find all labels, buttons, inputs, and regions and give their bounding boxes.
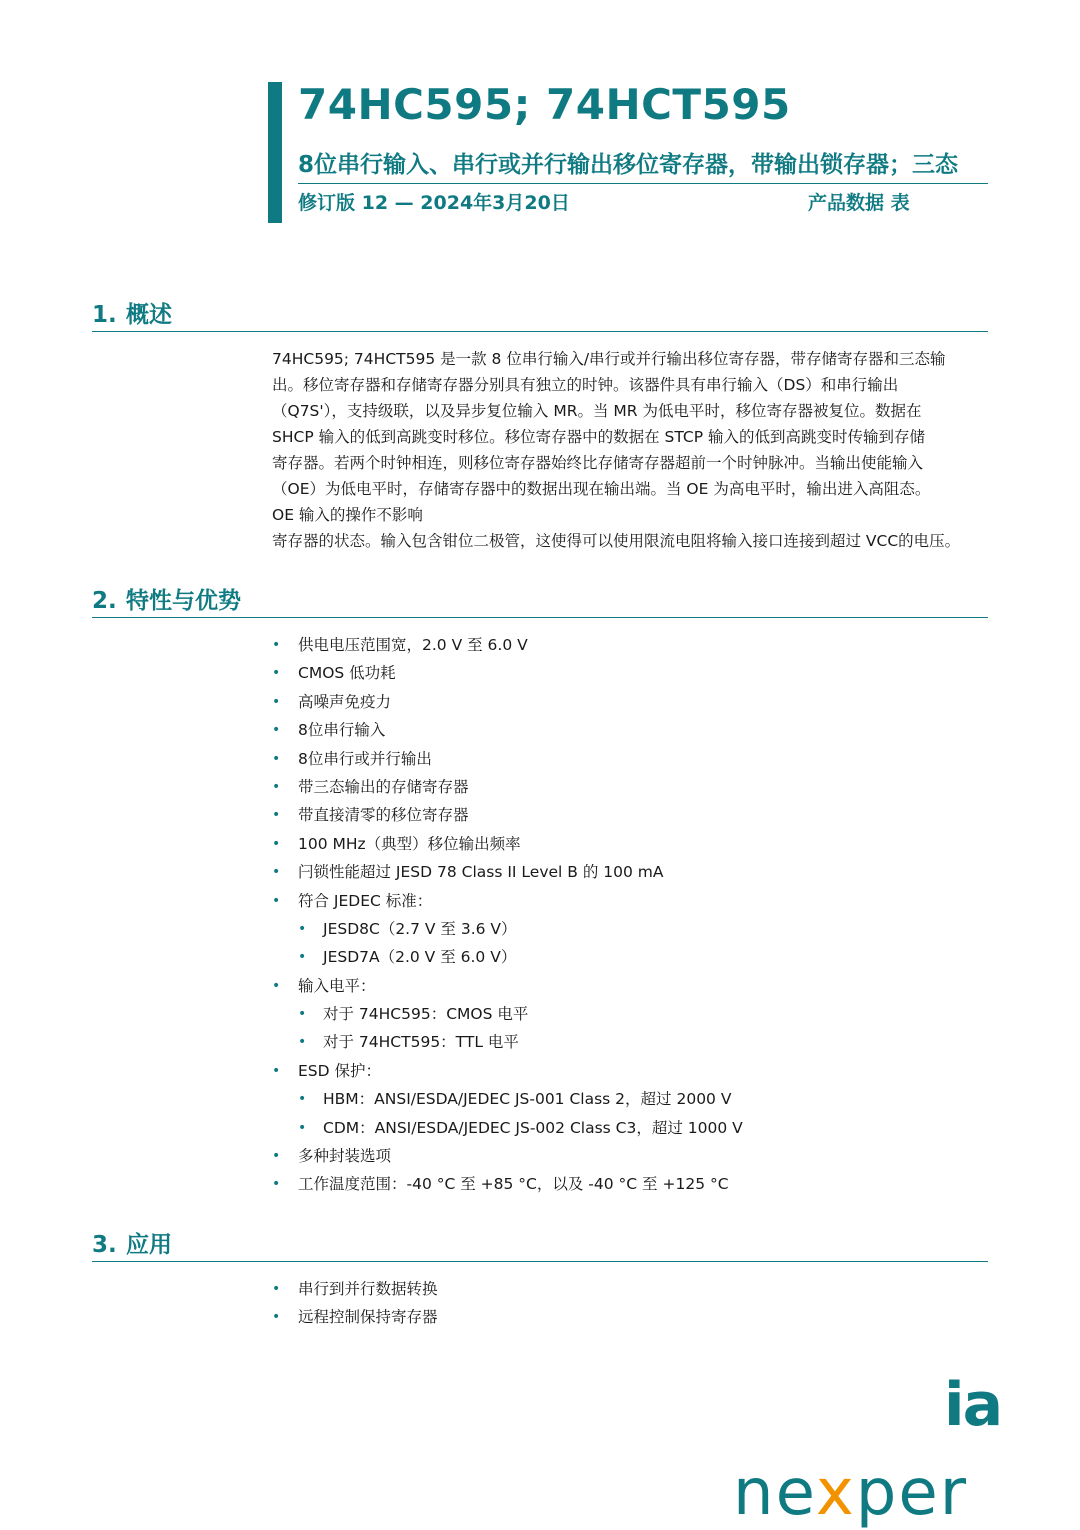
list-item-text: 多种封装选项 <box>298 1147 392 1166</box>
paragraph-line: 寄存器的状态。输入包含钳位二极管，这使得可以使用限流电阻将输入接口连接到超过 VCC的电压。 <box>272 532 961 550</box>
list-item <box>272 1142 988 1170</box>
bullet-icon: • <box>272 693 281 710</box>
nexperia-logo-mark: ia <box>944 1370 1002 1440</box>
list-item-text: 8位串行输入 <box>298 721 386 740</box>
list-item <box>272 801 988 829</box>
list-item <box>272 1303 988 1331</box>
list-item <box>272 773 988 801</box>
list-item-text: 100 MHz（典型）移位输出频率 <box>298 834 521 853</box>
nexperia-logo-wordmark <box>733 1456 968 1530</box>
list-item <box>272 659 988 687</box>
header-accent-bar <box>268 82 282 223</box>
section-overview <box>92 296 988 332</box>
list-item <box>272 858 988 886</box>
paragraph-line: 寄存器。若两个时钟相连，则移位寄存器始终比存储寄存器超前一个时钟脉冲。当输出使能输入 <box>272 454 924 472</box>
logo-part-x: x <box>815 1456 856 1530</box>
list-item-text: 带直接清零的移位寄存器 <box>298 806 469 825</box>
logo-part: per <box>855 1456 968 1530</box>
bullet-icon: • <box>272 835 281 852</box>
bullet-icon: • <box>272 778 281 795</box>
sub-list-item <box>272 943 988 971</box>
paragraph-line: OE 输入的操作不影响 <box>272 506 423 524</box>
section-number: 3. <box>92 1232 117 1258</box>
list-item-text: 工作温度范围：-40 °C 至 +85 °C，以及 -40 °C 至 +125 °C <box>298 1175 729 1194</box>
section-features <box>92 582 988 618</box>
bullet-icon: • <box>298 920 307 937</box>
document-subtitle: 8位串行输入、串行或并行输出移位寄存器，带输出锁存器；三态 <box>298 152 959 178</box>
bullet-icon: • <box>298 1034 307 1051</box>
section-number: 2. <box>92 588 117 614</box>
list-item-text: HBM：ANSI/ESDA/JEDEC JS-001 Class 2，超过 2000 V <box>323 1090 732 1109</box>
sub-list-item <box>272 1028 988 1056</box>
bullet-icon: • <box>272 807 281 824</box>
list-item-text: 闩锁性能超过 JESD 78 Class II Level B 的 100 mA <box>298 863 664 882</box>
section-number: 1. <box>92 302 117 328</box>
list-item-text: 远程控制保持寄存器 <box>298 1308 438 1327</box>
list-item-text: ESD 保护： <box>298 1061 381 1080</box>
paragraph-line: （OE）为低电平时，存储寄存器中的数据出现在输出端。当 OE 为高电平时，输出进入高阻态。 <box>272 480 931 498</box>
list-item-text: 带三态输出的存储寄存器 <box>298 777 469 796</box>
section-title: 特性与优势 <box>126 588 241 614</box>
revision-date: 修订版 12 — 2024年3月20日 <box>298 192 570 214</box>
bullet-icon: • <box>272 1148 281 1165</box>
list-item <box>272 688 988 716</box>
paragraph-line: （Q7S'），支持级联，以及异步复位输入 MR。当 MR 为低电平时，移位寄存器被复位。数据在 <box>272 402 922 420</box>
bullet-icon: • <box>272 1281 281 1297</box>
bullet-icon: • <box>298 949 307 966</box>
bullet-icon: • <box>272 637 281 653</box>
sub-list-item <box>272 915 988 943</box>
list-item-text: CMOS 低功耗 <box>298 664 396 683</box>
overview-paragraph <box>272 346 988 554</box>
list-item-text: 对于 74HCT595：TTL 电平 <box>323 1033 519 1052</box>
sub-list-item <box>272 1085 988 1113</box>
list-item-text: 符合 JEDEC 标准： <box>298 891 433 910</box>
list-item <box>272 631 988 659</box>
list-item-text: 高噪声免疫力 <box>298 692 392 711</box>
bullet-icon: • <box>272 864 281 881</box>
bullet-icon: • <box>298 1006 307 1023</box>
bullet-icon: • <box>298 1091 307 1108</box>
list-item-text: CDM：ANSI/ESDA/JEDEC JS-002 Class C3，超过 1000 V <box>323 1118 743 1137</box>
bullet-icon: • <box>272 1062 281 1079</box>
list-item-text: JESD7A（2.0 V 至 6.0 V） <box>323 948 517 967</box>
section-title: 概述 <box>126 302 172 328</box>
paragraph-line: SHCP 输入的低到高跳变时移位。移位寄存器中的数据在 STCP 输入的低到高跳变时传输到存储 <box>272 428 926 446</box>
sub-list-item <box>272 1114 988 1142</box>
list-item <box>272 887 988 915</box>
list-item-text: 输入电平： <box>298 976 376 995</box>
list-item <box>272 1170 988 1198</box>
bullet-icon: • <box>298 1119 307 1136</box>
list-item-text: 串行到并行数据转换 <box>298 1280 438 1298</box>
bullet-icon: • <box>272 1309 281 1326</box>
list-item <box>272 745 988 773</box>
bullet-icon: • <box>272 750 281 767</box>
bullet-icon: • <box>272 722 281 739</box>
list-item-text: 8位串行或并行输出 <box>298 749 432 768</box>
section-heading-features <box>92 582 988 618</box>
document-type: 产品数据 表 <box>808 192 910 214</box>
list-item <box>272 830 988 858</box>
header-divider <box>298 183 988 184</box>
list-item-text: 供电电压范围宽，2.0 V 至 6.0 V <box>298 636 528 654</box>
section-heading-overview <box>92 296 988 332</box>
sub-list-item <box>272 1000 988 1028</box>
section-applications <box>92 1226 988 1262</box>
list-item-text: 对于 74HC595：CMOS 电平 <box>323 1005 529 1024</box>
paragraph-line: 74HC595; 74HCT595 是一款 8 位串行输入/串行或并行输出移位寄存器，带存储寄存器和三态输 <box>272 350 946 368</box>
bullet-icon: • <box>272 892 281 909</box>
list-item <box>272 1057 988 1085</box>
bullet-icon: • <box>272 665 281 682</box>
list-item <box>272 972 988 1000</box>
paragraph-line: 出。移位寄存器和存储寄存器分别具有独立的时钟。该器件具有串行输入（DS）和串行输出 <box>272 376 899 394</box>
section-heading-applications <box>92 1226 988 1262</box>
list-item <box>272 1275 988 1303</box>
bullet-icon: • <box>272 977 281 994</box>
list-item-text: JESD8C（2.7 V 至 3.6 V） <box>323 919 517 938</box>
logo-part: ne <box>733 1456 816 1530</box>
features-list <box>272 631 988 1199</box>
applications-list <box>272 1275 988 1332</box>
list-item <box>272 716 988 744</box>
section-title: 应用 <box>126 1232 172 1258</box>
bullet-icon: • <box>272 1176 281 1193</box>
document-title: 74HC595; 74HCT595 <box>298 80 791 129</box>
